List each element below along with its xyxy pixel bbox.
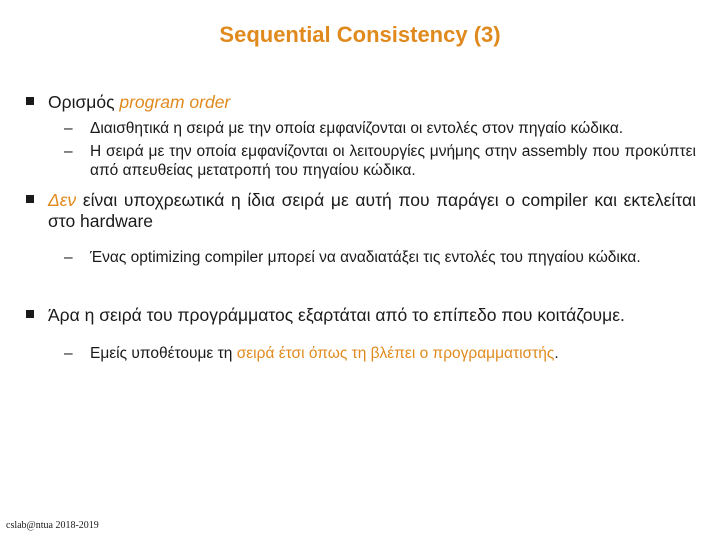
slide-content — [24, 92, 696, 363]
dash-marker: – — [64, 143, 73, 160]
sub-bullet-programmer-view — [24, 344, 696, 363]
bullet-lead: Ορισμός — [48, 92, 120, 112]
dash-marker: – — [64, 345, 73, 362]
bullet-text: είναι υποχρεωτικά η ίδια σειρά με αυτή που παράγει ο compiler και εκτελείται στο hardware — [48, 190, 696, 231]
bullet-program-order — [24, 92, 696, 113]
dash-marker: – — [64, 120, 73, 137]
square-bullet-icon — [26, 310, 34, 318]
bullet-not-same-order — [24, 190, 696, 232]
sub-bullet-lead: Εμείς υποθέτουμε τη — [90, 345, 237, 362]
footer-credit: cslab@ntua 2018-2019 — [6, 520, 99, 531]
sub-bullet-accent: σειρά έτσι όπως τη βλέπει ο προγραμματιστής — [236, 345, 555, 362]
sub-bullet-text: Διαισθητικά η σειρά με την οποία εμφανίζονται οι εντολές στον πηγαίο κώδικα. — [90, 120, 624, 137]
dash-marker: – — [64, 249, 73, 266]
sub-bullet-assembly — [24, 142, 696, 180]
sub-bullet-tail: . — [554, 345, 559, 362]
bullet-accent-term: Δεν — [48, 190, 77, 210]
sub-bullet-text: Η σειρά με την οποία εμφανίζονται οι λειτουργίες μνήμης στην assembly που προκύπτει από απευθείας μετατροπή του πηγαίου κώδικα. — [90, 143, 696, 179]
square-bullet-icon — [26, 195, 34, 203]
square-bullet-icon — [26, 97, 34, 105]
bullet-program-level — [24, 305, 696, 326]
slide-title: Sequential Consistency (3) — [219, 22, 501, 47]
sub-bullet-intuitive — [24, 119, 696, 138]
sub-bullet-text: Ένας optimizing compiler μπορεί να αναδιατάξει τις εντολές του πηγαίου κώδικα. — [90, 249, 641, 266]
bullet-accent-term: program order — [119, 92, 231, 112]
sub-bullet-optimizing-compiler — [24, 248, 696, 267]
bullet-text: Άρα η σειρά του προγράμματος εξαρτάται από το επίπεδο που κοιτάζουμε. — [48, 305, 625, 325]
